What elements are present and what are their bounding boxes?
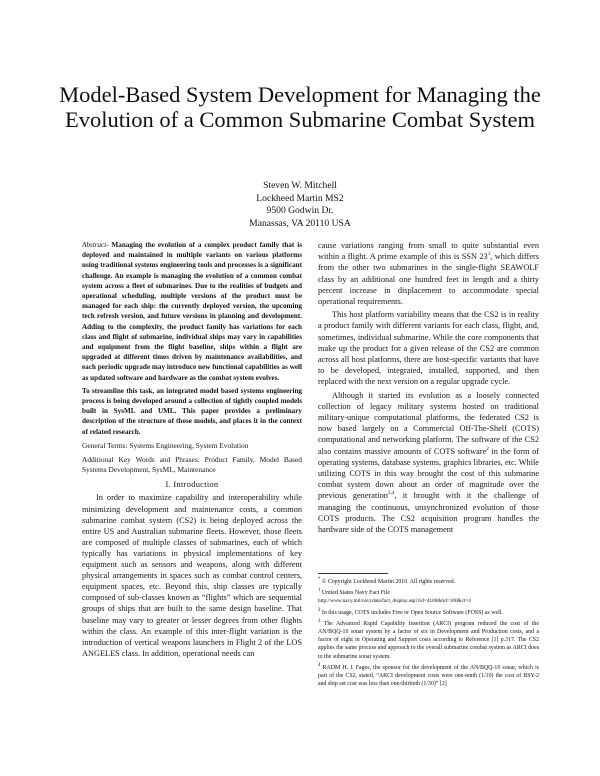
author-address-line1: 9500 Godwin Dr.	[266, 205, 334, 216]
footnote-copyright: * © Copyright Lockheed Martin 2010. All rights reserved.	[318, 577, 456, 585]
right-column	[318, 240, 539, 535]
keywords: Additional Key Words and Phrases: Product Family, Model Based Systems Development, SysML, Maintenance	[82, 455, 302, 475]
footnote-divider	[318, 573, 388, 574]
footnote-2: $^2$ In this usage, COTS includes Free or Open Source Software (FOSS) as well.	[318, 607, 503, 616]
body-paragraph-3-b: in the form of operating systems, database systems, graphics libraries, etc. While utilizing COTS in this way brought the cost of this submarine combat system down about an order of magnitude over the previous generation	[318, 446, 539, 501]
body-paragraph-3	[318, 390, 539, 536]
footnote-1: $^1$ United States Navy Fact File http://www.navy.mil/navydata/fact_display.asp?cid=4100&tid=100&ct=4	[318, 588, 471, 605]
footnotes	[318, 573, 539, 691]
introduction-paragraph: In order to maximize capability and interoperability while minimizing development and maintenance costs, a common submarine combat system (CS2) is being deployed across the entire US and Australian submarine fleets. However, those fleets are composed of multiple classes of submarines, each of which typically has variations in physical implementations of key equipment such as sensors and weapons, along with different physical arrangements in spaces such as combat control centers, equipment spaces, etc. Beyond this, ship classes are typically composed of sub-classes known as “flights” which are sequential groups of ships that are built to the same design baseline. That baseline may vary to greater or lesser degrees from other flights within the class. An example of this inter-flight variation is the introduction of vertical weapons launchers in Flight 2 of the LOS ANGELES class. In addition, operational needs can	[82, 493, 302, 658]
footnote-ref-2: 2	[486, 445, 489, 452]
left-column	[82, 240, 302, 659]
body-paragraph-3-a: Although it started its evolution as a loosely connected collection of legacy military systems hosted on traditional military-unique computational platforms, the federated CS2 is now based largely on a Commercial Off-The-Shelf (COTS) computational and networking platform. The software of the CS2 also contains massive amounts of COTS software	[318, 390, 539, 456]
author-address-line2: Manassas, VA 20110 USA	[249, 217, 351, 229]
body-paragraph-3-c: , it brought with it the challenge of managing the continuous, unsynchronized evolution of those COTS products. The CS2 acquisition program handles the hardware side of the COTS management	[318, 491, 539, 535]
body-paragraph-2: This host platform variability means that the CS2 is in reality a product family with different variants for each class, flight, and, sometimes, individual submarine. While the core components that make up the product for a given release of the CS2 are common across all host platforms, there are host-specific variants that have to be developed, integrated, installed, supported, and then replaced with the next version on a regular upgrade cycle.	[318, 310, 539, 387]
footnote-ref-3-4: 3,4	[387, 490, 395, 497]
section-heading-introduction: I. Introduction	[165, 480, 219, 490]
author-block	[150, 180, 450, 230]
footnote-1-link[interactable]: http://www.navy.mil/navydata/fact_display.asp?cid=4100&tid=100&ct=4	[318, 598, 471, 605]
general-terms: General Terms: Systems Engineering, System Evolution	[82, 440, 249, 450]
abstract-paragraph-2: To streamline this task, an integrated model based systems engineering process is being developed around a collection of tightly coupled models built in SysML and UML. This paper provides a preliminary description of the structure of those models, and places it in the context of related research.	[82, 386, 302, 436]
paper-title: Model-Based System Development for Managing the Evolution of a Common Submarine Combat System	[59, 82, 541, 132]
abstract-paragraph	[82, 240, 302, 383]
footnote-4: $^4$ RADM H. I. Fages, the sponsor for the development of the AN/BQQ-10 sonar, which is part of the CS2, stated, “ARCI development costs were one-tenth (1/10) the cost of BSY-2 and ship set cost was less than one-thirtieth (1/30)” [2]	[318, 662, 539, 688]
abstract-label: Abstract-	[82, 241, 109, 249]
abstract-text: Managing the evolution of a complex product family that is deployed and maintained in multiple variants on various platforms using traditional systems engineering tools and processes is a significant challenge. An example is managing the evolution of a common combat system across a fleet of submarines. Due to the realities of budgets and operational scheduling, multiple versions of the product must be managed for each ship: the currently deployed version, the upcoming tech refresh version, and future versions in planning and development. Adding to the complexity, the product family has variations for each class and flight of submarine, individual ships may vary in capabilities and equipment from the flight baseline, ships within a flight are upgraded at different times driven by maintenance availabilities, and each periodic upgrade may introduce new functional capabilities as well as updated software and hardware as the combat system evolves.	[82, 241, 302, 382]
footnote-3: $^3$ The Advanced Rapid Capability Insertion (ARCI) program reduced the cost of the AN/BQQ-10 sonar system by a factor of six in Development and Production costs, and a factor of eight in Operating and Support costs according to Reference [1] p.317. The CS2 applies the same process and approach to the overall submarine combat system as ARCI does to the submarine sonar system.	[318, 618, 539, 660]
body-paragraph-1-end: , which differs from the other two submarines in the single-flight SEAWOLF class by an additional one hundred feet in length and a thirty percent increase in displacement to accommodate special operational requirements.	[318, 252, 539, 307]
body-paragraph-1	[318, 240, 539, 307]
footnote-ref-1: 1	[487, 251, 491, 258]
body-paragraph-1-start: cause variations ranging from small to quite substantial even within a flight. A prime example of this is SSN 23	[318, 241, 539, 262]
author-affiliation: Lockheed Martin MS2	[256, 192, 344, 204]
author-name: Steven W. Mitchell	[263, 180, 337, 191]
